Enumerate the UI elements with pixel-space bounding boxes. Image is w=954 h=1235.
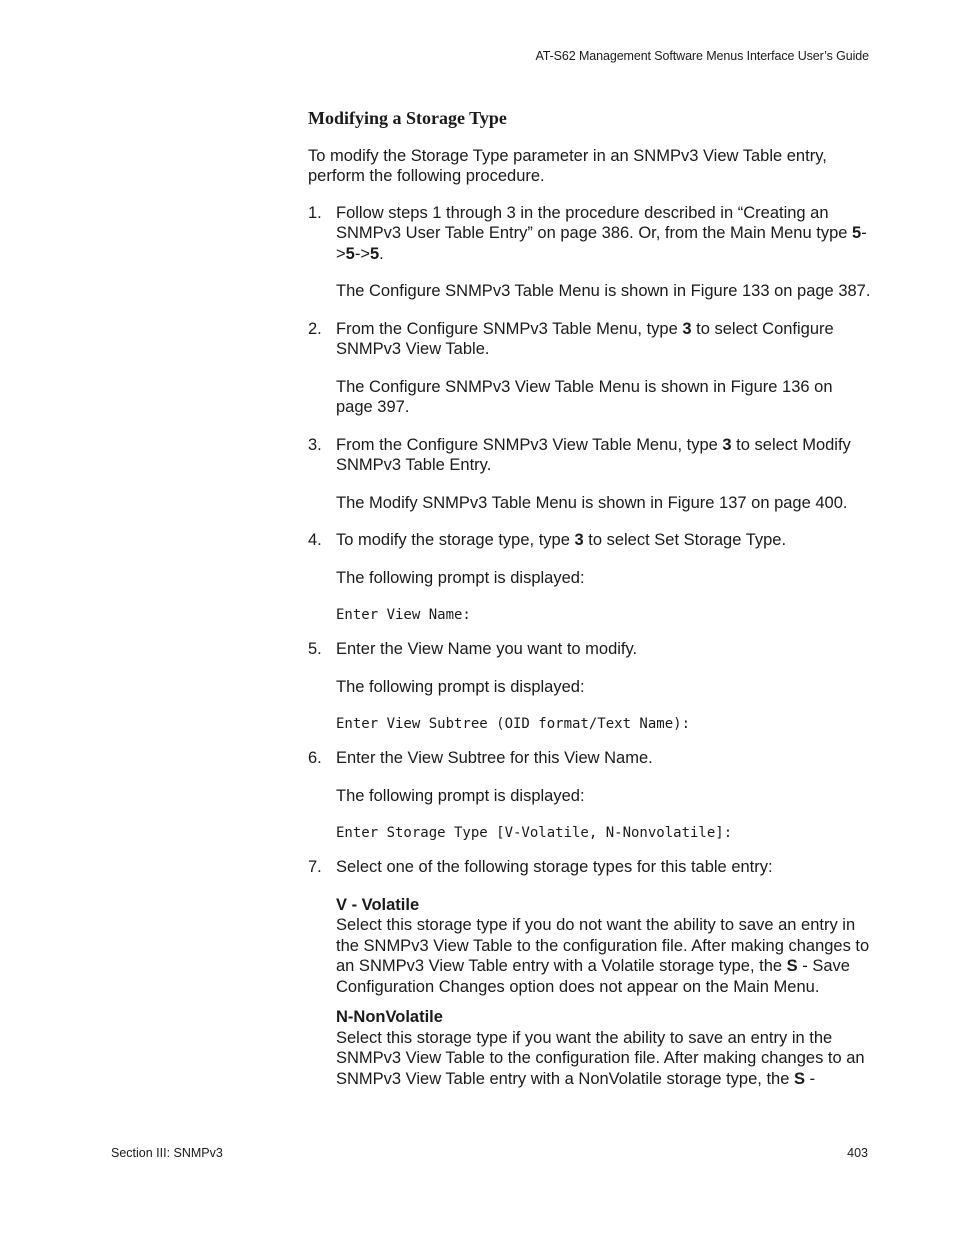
step-number: 3. (308, 435, 322, 454)
prompt-code: Enter Storage Type [V-Volatile, N-Nonvolatile]: (336, 825, 733, 841)
page-content (308, 108, 873, 1099)
step-text: Select one of the following storage types for this table entry: (336, 858, 773, 876)
footer-section: Section III: SNMPv3 (111, 1146, 223, 1160)
step-note: The following prompt is displayed: (336, 677, 585, 696)
option-title-nonvolatile: N-NonVolatile (336, 1008, 443, 1026)
step-number: 2. (308, 319, 322, 338)
menu-key: 3 (574, 531, 584, 549)
step-7 (308, 857, 873, 878)
step-number: 6. (308, 749, 322, 767)
step-note: The Configure SNMPv3 View Table Menu is shown in Figure 136 on page 397. (336, 377, 833, 416)
menu-key: 5 (852, 224, 862, 242)
menu-key: S (786, 957, 798, 975)
step-text-end: . (379, 244, 384, 263)
step-number: 4. (308, 531, 322, 549)
step-number: 1. (308, 203, 322, 222)
step-6 (308, 748, 873, 769)
step-text: Follow steps 1 through 3 in the procedure described in “Creating an SNMPv3 User Table Entry” on page 386. Or, from the Main Menu type (336, 203, 853, 242)
menu-key: 3 (722, 435, 732, 454)
option-text: - Save Configuration Changes option does not appear on the Main Menu. (336, 957, 850, 996)
step-text: to select Configure SNMPv3 View Table. (336, 319, 834, 358)
running-header: AT-S62 Management Software Menus Interface User’s Guide (535, 49, 869, 63)
step-note: The following prompt is displayed: (336, 568, 585, 587)
separator: -> (354, 244, 370, 263)
step-text: Enter the View Name you want to modify. (336, 640, 638, 658)
intro-paragraph: To modify the Storage Type parameter in an SNMPv3 View Table entry, perform the following procedure. (308, 146, 827, 185)
option-desc-volatile (336, 915, 873, 997)
step-5 (308, 639, 873, 660)
section-heading: Modifying a Storage Type (308, 108, 507, 128)
step-text: From the Configure SNMPv3 Table Menu, type (336, 319, 683, 338)
step-2 (308, 319, 873, 360)
step-note: The Modify SNMPv3 Table Menu is shown in Figure 137 on page 400. (336, 493, 848, 512)
menu-key: 3 (682, 319, 692, 338)
step-text: From the Configure SNMPv3 View Table Menu, type (336, 435, 723, 454)
option-text: Select this storage type if you do not want the ability to save an entry in the SNMPv3 View Table to the configuration file. After making changes to an SNMPv3 View Table entry with a Volatile storage type, the (336, 916, 870, 975)
step-4 (308, 530, 873, 551)
step-text: Enter the View Subtree for this View Name. (336, 749, 653, 767)
menu-key: S (793, 1069, 805, 1088)
option-text: - (805, 1069, 816, 1088)
prompt-code: Enter View Name: (336, 607, 471, 623)
footer-page-number: 403 (847, 1146, 868, 1160)
menu-key: 5 (345, 244, 355, 263)
step-3 (308, 435, 873, 476)
step-number: 7. (308, 858, 322, 876)
option-text: Select this storage type if you want the ability to save an entry in the SNMPv3 View Table to the configuration file. After making changes to an SNMPv3 View Table entry with a NonVolatile storage type, the (336, 1028, 865, 1088)
step-text: to select Set Storage Type. (583, 531, 787, 549)
step-note: The following prompt is displayed: (336, 786, 585, 805)
separator: -> (336, 224, 867, 263)
step-text: To modify the storage type, type (336, 531, 575, 549)
step-1 (308, 203, 873, 265)
step-number: 5. (308, 640, 322, 658)
option-desc-nonvolatile (336, 1028, 873, 1090)
option-title-volatile: V - Volatile (336, 895, 420, 914)
step-text: to select Modify SNMPv3 Table Entry. (336, 435, 851, 474)
step-note: The Configure SNMPv3 Table Menu is shown in Figure 133 on page 387. (336, 282, 871, 300)
menu-key: 5 (369, 244, 380, 263)
prompt-code: Enter View Subtree (OID format/Text Name): (336, 716, 691, 732)
